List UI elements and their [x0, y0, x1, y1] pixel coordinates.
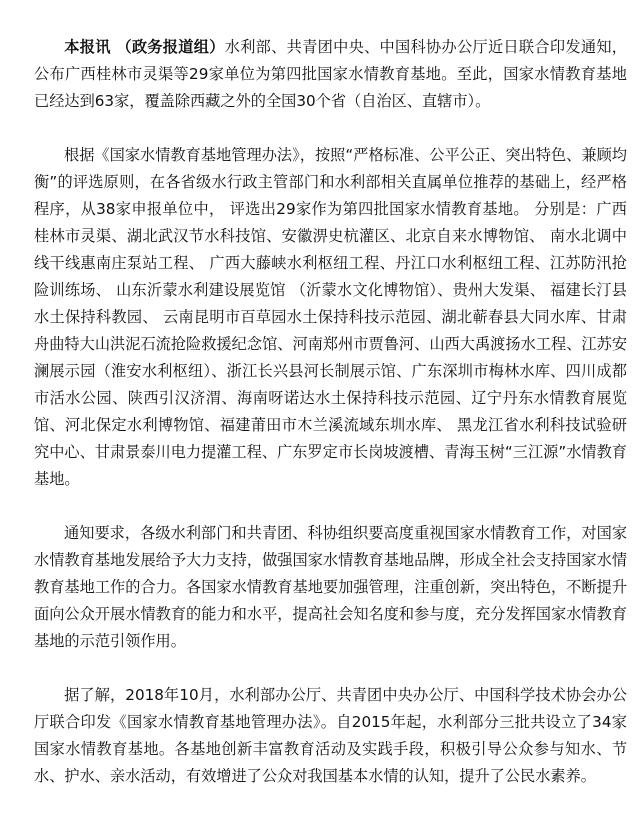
article-paragraph-4-text: 据了解，2018年10月，水利部办公厅、共青团中央办公厅、中国科学技术协会办公厅联合印发《国家水情教育基地管理办法》。自2015年起，水利部分三批共设立了34家国家水情教育基地。各基地创新丰富教育活动及实践手段，积极引导公众参与知水、节水、护水、亲水活动，有效增进了公众对我国基本水情的认知，提升了公民水素养。: [34, 686, 627, 785]
article-paragraph-2: [34, 142, 627, 493]
article-paragraph-4: [34, 682, 627, 790]
article-paragraph-3: [34, 520, 627, 655]
article-paragraph-3-text: 通知要求，各级水利部门和共青团、科协组织要高度重视国家水情教育工作，对国家水情教育基地发展给予大力支持，做强国家水情教育基地品牌，形成全社会支持国家水情教育基地工作的合力。各国家水情教育基地要加强管理，注重创新，突出特色，不断提升面向公众开展水情教育的能力和水平，提高社会知名度和参与度，充分发挥国家水情教育基地的示范引领作用。: [34, 524, 627, 650]
article-paragraph-2-text: 根据《国家水情教育基地管理办法》，按照“严格标准、公平公正、突出特色、兼顾均衡”的评选原则，在各省级水行政主管部门和水利部相关直属单位推荐的基础上，经严格程序，从38家申报单位中， 评选出29家作为第四批国家水情教育基地。 分别是：广西桂林市灵渠、湖北武汉节水科技馆、安徽淠史杭灌区、北京自来水博物馆、 南水北调中线干线惠南庄泵站工程、 广西大藤峡水利枢纽工程、丹江口水利枢纽工程、江苏防汛抢险训练场、 山东沂蒙水利建设展览馆 （沂蒙水文化博物馆）、贵州大发渠、 福建长汀县水土保持科教园、 云南昆明市百草园水土保持科技示范园、湖北蕲春县大同水库、甘肃舟曲特大山洪泥石流抢险救援纪念馆、河南郑州市贾鲁河、山西大禹渡扬水工程、江苏安澜展示园（淮安水利枢纽）、浙江长兴县河长制展示馆、广东深圳市梅林水库、四川成都市活水公园、陕西引汉济渭、海南呀诺达水土保持科技示范园、辽宁丹东水情教育展览馆、河北保定水利博物馆、福建莆田市木兰溪流域东圳水库、 黑龙江省水利科技试验研究中心、甘肃景泰川电力提灌工程、广东罗定市长岗坡渡槽、青海玉树“三江源”水情教育基地。: [34, 146, 627, 488]
article-lead-label: 本报讯 （政务报道组）: [64, 38, 225, 56]
article-paragraph-1: [34, 34, 627, 115]
article-paragraph-1-text: 水利部、共青团中央、中国科协办公厅近日联合印发通知，公布广西桂林市灵渠等29家单位为第四批国家水情教育基地。至此，国家水情教育基地已经达到63家，覆盖除西藏之外的全国30个省（自治区、直辖市）。: [34, 38, 627, 110]
